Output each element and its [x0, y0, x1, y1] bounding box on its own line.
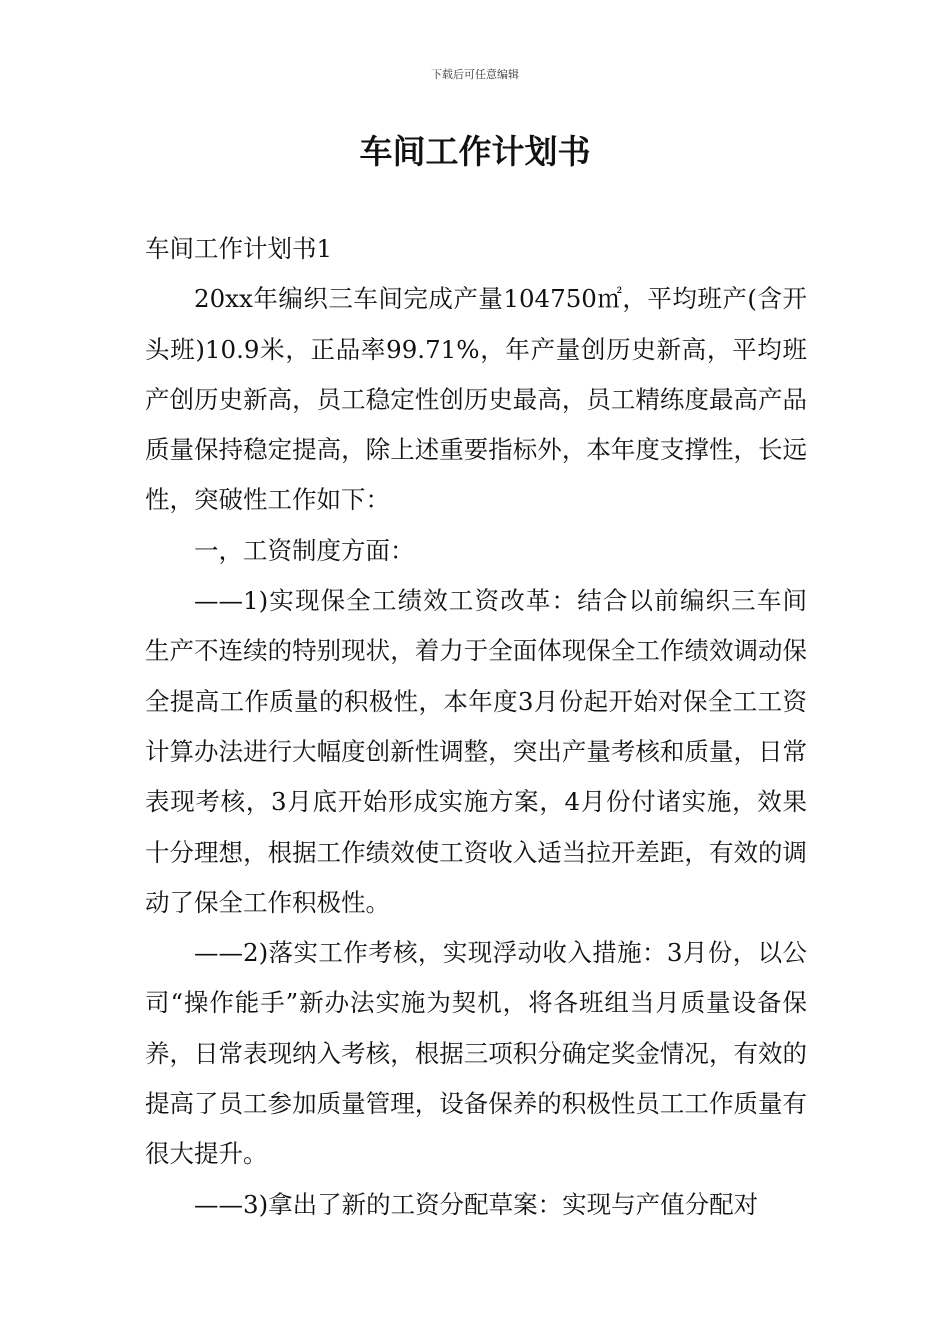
- paragraph-summary: 20xx年编织三车间完成产量104750㎡，平均班产(含开头班)10.9米，正品率99.71%，年产量创历史新高，平均班产创历史新高，员工稳定性创历史最高，员工精练度最高产品质量保持稳定提高，除上述重要指标外，本年度支撑性，长远性，突破性工作如下：: [145, 284, 807, 515]
- document-body: [145, 224, 807, 1230]
- paragraph-item-2: ——2)落实工作考核，实现浮动收入措施：3月份，以公司“操作能手”新办法实施为契机，将各班组当月质量设备保养，日常表现纳入考核，根据三项积分确定奖金情况，有效的提高了员工参加质量管理，设备保养的积极性员工工作质量有很大提升。: [145, 938, 807, 1169]
- paragraph-item-3: ——3)拿出了新的工资分配草案：实现与产值分配对: [194, 1189, 759, 1219]
- section-heading: 车间工作计划书1: [145, 234, 333, 263]
- document-title: 车间工作计划书: [359, 132, 591, 171]
- paragraph-item-1: ——1)实现保全工绩效工资改革：结合以前编织三车间生产不连续的特别现状，着力于全面体现保全工作绩效调动保全提高工作质量的积极性，本年度3月份起开始对保全工工资计算办法进行大幅度创新性调整，突出产量考核和质量，日常表现考核，3月底开始形成实施方案，4月份付诸实施，效果十分理想，根据工作绩效使工资收入适当拉开差距，有效的调动了保全工作积极性。: [145, 586, 807, 917]
- paragraph-wage-system-heading: 一，工资制度方面：: [194, 535, 415, 565]
- header-note: 下载后可任意编辑: [431, 68, 519, 81]
